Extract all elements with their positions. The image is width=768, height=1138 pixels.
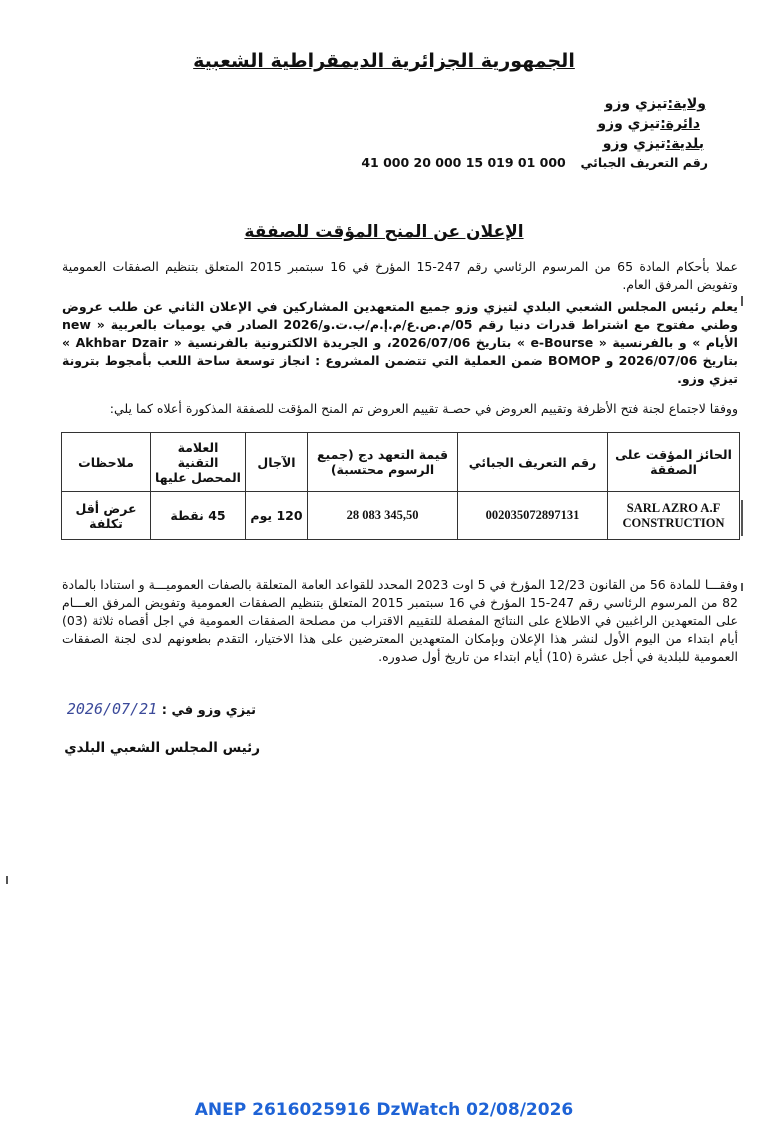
nif-value: 41 000 20 000 15 019 01 000 xyxy=(361,155,566,170)
baladia-line xyxy=(603,136,704,152)
paragraph-appeal: وفقـــا للمادة 56 من القانون 12/23 المؤرخ في 5 اوت 2023 المحدد للقواعد العامة المتعلقة بالصفات العموميـــة و استنادا بالمادة 82 من المرسوم الرئاسي رقم 247-15 المؤرخ في 16 سبتمبر 2015 المتعلق بتنظيم الصفقات العمومية وتفويض المرفق العـــام على المتعهدين الراغبين في الاطلاع على النتائج المفصلة للتقييم الاقتراب من مصلحة الصفقات العمومية في اجل أقصاه ثلاثة (03) أيام ابتداء من اليوم الأول لنشر هذا الإعلان وبإمكان المتعهدين المعترضين على هذا الاختيار، التقدم بطعونهم لدى لجنة الصفقات العمومية للبلدية في أجل عشرة (10) أيام ابتداء من تاريخ أول صدوره. xyxy=(62,577,738,664)
header-tech-score: العلامة التقنية المحصل عليها xyxy=(151,433,246,492)
header-holder: الحائز المؤقت على الصفقة xyxy=(608,433,740,492)
republic-heading: الجمهورية الجزائرية الديمقراطية الشعبية xyxy=(193,50,575,72)
daira-value: تيزي وزو xyxy=(597,116,661,132)
cell-remarks: عرض أقل تكلفة xyxy=(62,492,151,540)
footer-reference: ANEP 2616025916 DzWatch 02/08/2026 xyxy=(194,1100,574,1120)
handwritten-date: 2026/07/21 xyxy=(66,700,158,718)
cell-holder: SARL AZRO A.F CONSTRUCTION xyxy=(608,492,740,540)
signatory-title: رئيس المجلس الشعبي البلدي xyxy=(64,740,260,756)
wilaya-line xyxy=(605,96,706,112)
daira-label: دائرة: xyxy=(660,116,700,132)
header-delay: الآجال xyxy=(246,433,308,492)
paragraph-legal-basis: عملا بأحكام المادة 65 من المرسوم الرئاسي رقم 247-15 المؤرخ في 16 سبتمبر 2015 المتعلق بتنظيم الصفقات العمومية وتفويض المرفق العام. xyxy=(62,259,738,292)
daira-line xyxy=(597,116,700,132)
place-date-label: تيزي وزو في : xyxy=(161,703,256,718)
cell-nif: 002035072897131 xyxy=(458,492,608,540)
scan-artifact xyxy=(741,296,743,306)
nif-label: رقم التعريف الجبائي xyxy=(580,155,708,170)
table-header-row xyxy=(62,433,740,492)
announcement-title: الإعلان عن المنح المؤقت للصفقة xyxy=(244,222,524,242)
cell-amount: 28 083 345,50 xyxy=(308,492,458,540)
paragraph-notice: يعلم رئيس المجلس الشعبي البلدي لتيزي وزو جميع المتعهدين المشاركين في الإعلان الثاني عن طلب عروض وطني مفتوح مع اشتراط قدرات دنيا رقم 05/م.ص.ع/م.إ.م/ب.ت.و/2026 الصادر في يوميات بالعربية « new الأيام » و بالفرنسية « e-Bourse » بتاريخ 2026/07/06، و الجريدة الالكترونية بالفرنسية « Akhbar Dzair » بتاريخ 2026/07/06 و BOMOP ضمن العملية التي تتضمن المشروع : انجاز توسعة ساحة اللعب بأمجوط بترونة تيزي وزو. xyxy=(62,299,738,386)
baladia-value: تيزي وزو xyxy=(602,136,666,152)
nif-line xyxy=(361,155,708,170)
award-table xyxy=(61,432,740,540)
cell-tech-score: 45 نقطة xyxy=(151,492,246,540)
header-nif: رقم التعريف الجبائي xyxy=(458,433,608,492)
wilaya-value: تيزي وزو xyxy=(604,96,668,112)
header-amount: قيمة التعهد دج (جميع الرسوم محتسبة) xyxy=(308,433,458,492)
table-row xyxy=(62,492,740,540)
scan-artifact xyxy=(741,500,743,536)
baladia-label: بلدية: xyxy=(665,136,704,152)
scan-artifact xyxy=(6,876,8,884)
cell-delay: 120 يوم xyxy=(246,492,308,540)
header-remarks: ملاحظات xyxy=(62,433,151,492)
scan-artifact xyxy=(741,583,743,591)
wilaya-label: ولاية: xyxy=(667,96,706,112)
paragraph-committee: ووفقا لاجتماع لجنة فتح الأظرفة وتقييم العروض في حصـة تقييم العروض تم المنح المؤقت للصفقة المذكورة أعلاه كما يلي: xyxy=(109,401,738,416)
place-date-line xyxy=(67,700,256,718)
